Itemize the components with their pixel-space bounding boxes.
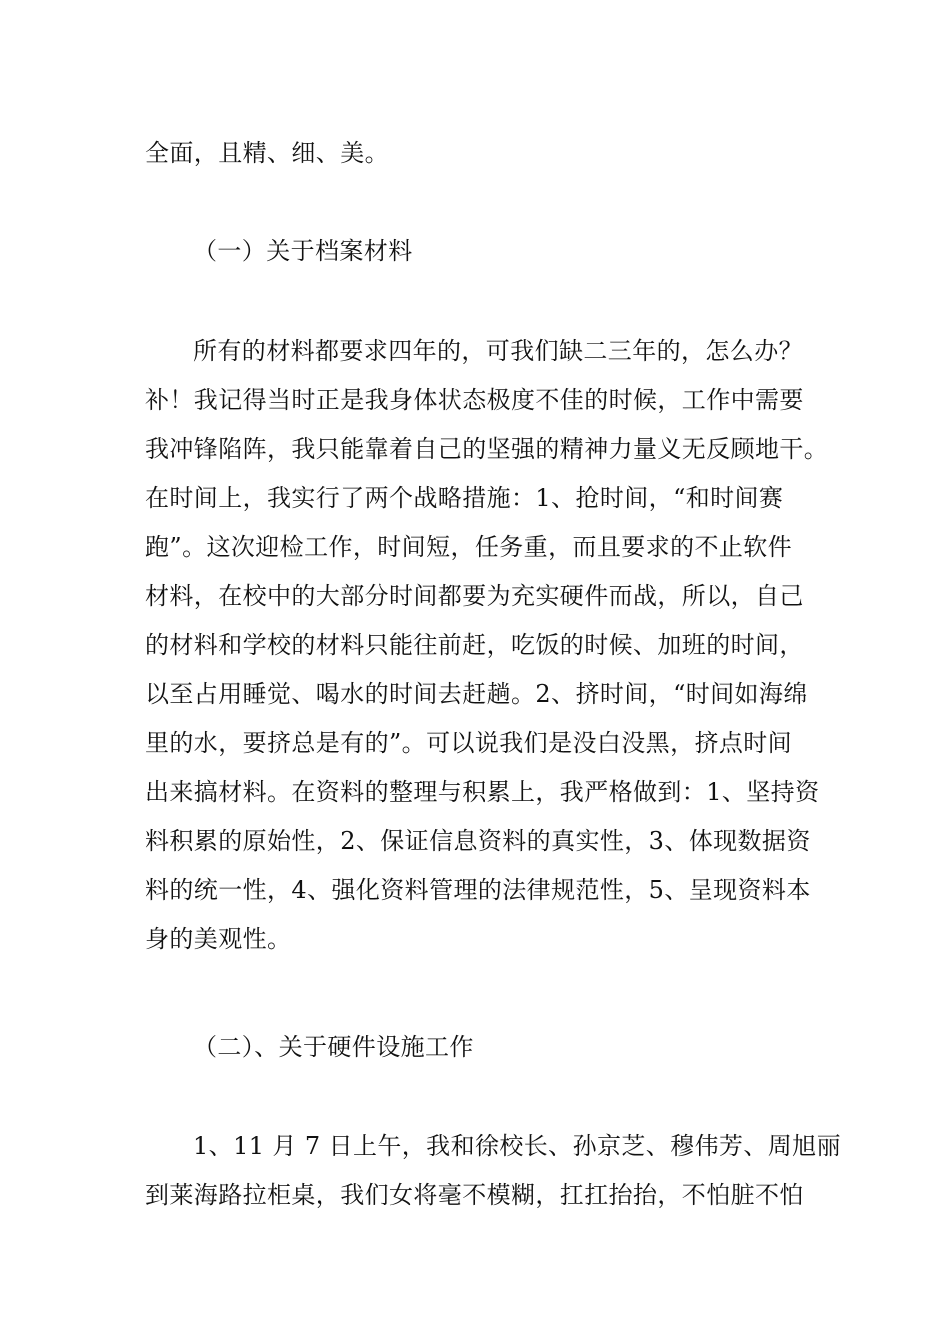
paragraph-line: 身的美观性。	[145, 925, 292, 953]
section1-heading: （一）关于档案材料	[193, 237, 413, 265]
paragraph-line: 1、11 月 7 日上午，我和徐校长、孙京芝、穆伟芳、周旭丽	[193, 1132, 841, 1160]
paragraph-line: 补！我记得当时正是我身体状态极度不佳的时候，工作中需要	[145, 386, 804, 414]
paragraph-line: 所有的材料都要求四年的，可我们缺二三年的，怎么办？	[193, 337, 803, 365]
paragraph-line: 到莱海路拉柜桌，我们女将毫不模糊，扛扛抬抬，不怕脏不怕	[145, 1181, 804, 1209]
intro-tail-text: 全面，且精、细、美。	[145, 139, 389, 167]
paragraph-line: 料的统一性，4、强化资料管理的法律规范性，5、呈现资料本	[145, 876, 811, 904]
paragraph-line: 出来搞材料。在资料的整理与积累上，我严格做到：1、坚持资	[145, 778, 820, 806]
paragraph-line: 的材料和学校的材料只能往前赶，吃饭的时候、加班的时间，	[145, 631, 804, 659]
paragraph-line: 跑”。这次迎检工作，时间短，任务重，而且要求的不止软件	[145, 533, 793, 561]
paragraph-line: 在时间上，我实行了两个战略措施：1、抢时间，“和时间赛	[145, 484, 784, 512]
paragraph-line: 里的水，要挤总是有的”。可以说我们是没白没黑，挤点时间	[145, 729, 793, 757]
paragraph-line: 料积累的原始性，2、保证信息资料的真实性，3、体现数据资	[145, 827, 811, 855]
paragraph-line: 材料，在校中的大部分时间都要为充实硬件而战，所以，自己	[145, 582, 804, 610]
paragraph-line: 我冲锋陷阵，我只能靠着自己的坚强的精神力量义无反顾地干。	[145, 435, 829, 463]
section2-heading: （二）、关于硬件设施工作	[193, 1033, 474, 1061]
paragraph-line: 以至占用睡觉、喝水的时间去赶趟。2、挤时间，“时间如海绵	[145, 680, 808, 708]
